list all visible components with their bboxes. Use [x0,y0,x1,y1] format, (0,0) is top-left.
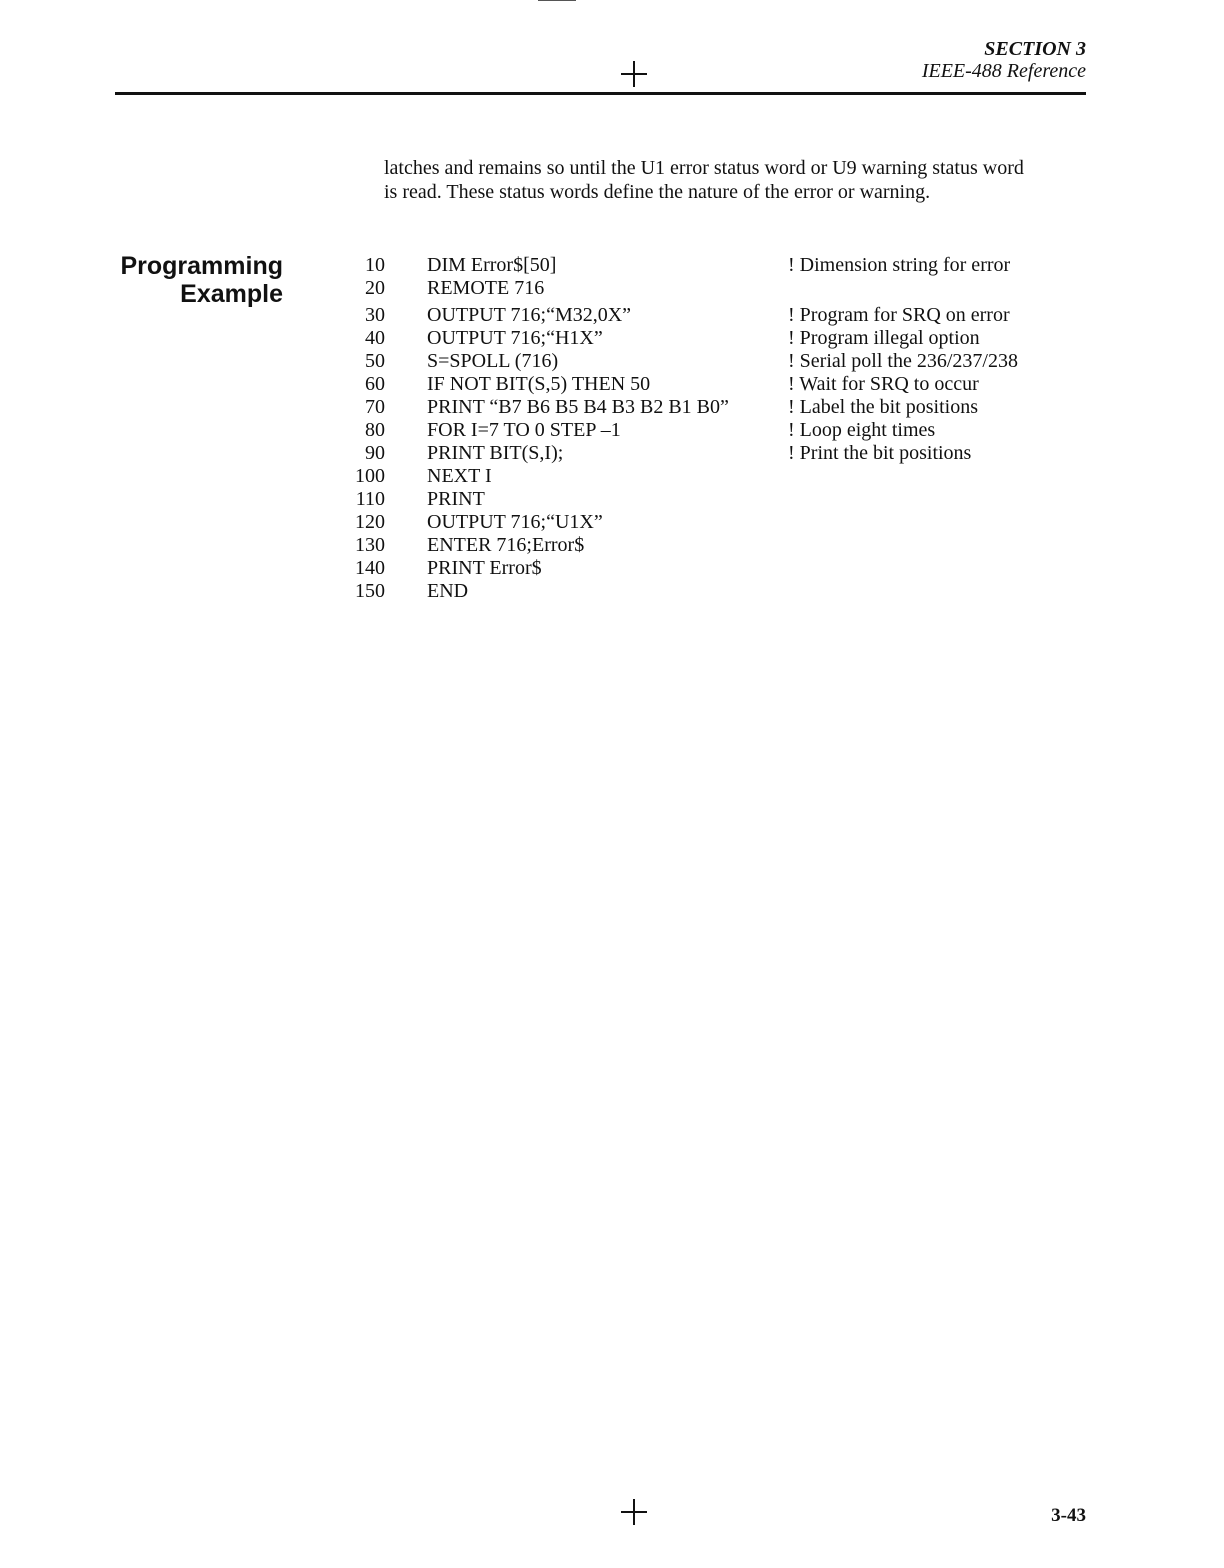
line-number: 50 [365,350,385,372]
line-number: 60 [365,373,385,395]
code-comment: ! Program illegal option [788,327,980,349]
code-statement: REMOTE 716 [427,277,545,299]
code-statement: PRINT “B7 B6 B5 B4 B3 B2 B1 B0” [427,396,729,418]
code-statement: PRINT [427,488,485,510]
code-statement: DIM Error$[50] [427,254,557,276]
top-edge-tick [538,0,576,1]
code-statement: ENTER 716;Error$ [427,534,585,556]
intro-line-1: latches and remains so until the U1 error status word or U9 warning status word [384,157,1024,179]
registration-mark-top [621,61,647,87]
line-number: 80 [365,419,385,441]
side-heading-line-1: Programming [120,252,283,280]
code-comment: ! Label the bit positions [788,396,978,418]
code-comment: ! Loop eight times [788,419,936,441]
registration-mark-bottom [621,1499,647,1525]
code-comment: ! Program for SRQ on error [788,304,1010,326]
line-number: 100 [355,465,385,487]
page-number: 3-43 [1051,1505,1086,1526]
line-number: 140 [355,557,385,579]
code-statement: IF NOT BIT(S,5) THEN 50 [427,373,651,395]
code-comment: ! Serial poll the 236/237/238 [788,350,1018,372]
code-comment: ! Print the bit positions [788,442,972,464]
line-number: 40 [365,327,385,349]
line-number: 20 [365,277,385,299]
code-statement: OUTPUT 716;“U1X” [427,511,603,533]
line-number: 30 [365,304,385,326]
code-statement: NEXT I [427,465,492,487]
section-subtitle: IEEE-488 Reference [921,60,1086,82]
line-number: 70 [365,396,385,418]
code-statement: FOR I=7 TO 0 STEP –1 [427,419,621,441]
line-number: 10 [365,254,385,276]
line-number: 90 [365,442,385,464]
code-comment: ! Dimension string for error [788,254,1011,276]
line-number: 120 [355,511,385,533]
code-statement: OUTPUT 716;“M32,0X” [427,304,632,326]
line-number: 150 [355,580,385,602]
side-heading [115,252,283,308]
code-statement: OUTPUT 716;“H1X” [427,327,603,349]
running-header [922,38,1086,82]
line-number: 110 [355,488,385,510]
code-statement: S=SPOLL (716) [427,350,559,372]
intro-paragraph [384,156,1094,204]
side-heading-line-2: Example [180,280,283,308]
section-label: SECTION 3 [984,38,1086,60]
code-comment: ! Wait for SRQ to occur [788,373,979,395]
intro-line-2: is read. These status words define the nature of the error or warning. [384,181,931,203]
code-statement: END [427,580,469,602]
header-rule [115,92,1086,95]
line-number: 130 [355,534,385,556]
code-statement: PRINT Error$ [427,557,542,579]
code-statement: PRINT BIT(S,I); [427,442,564,464]
